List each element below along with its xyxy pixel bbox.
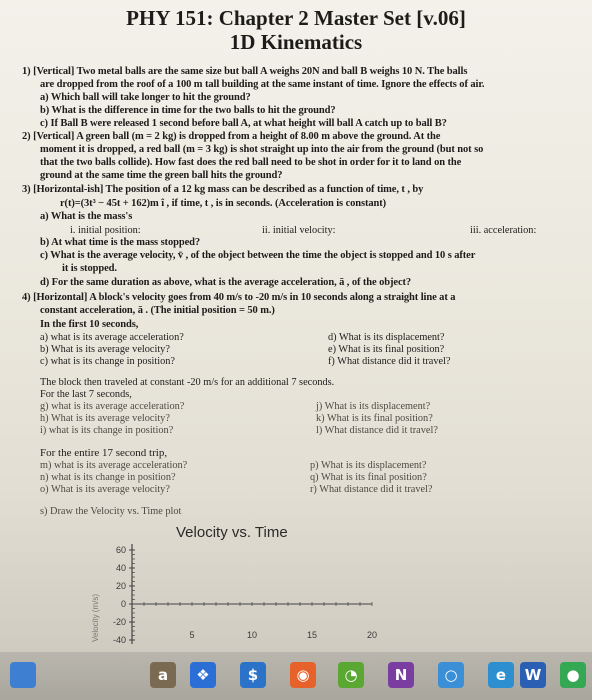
q4-part-d: d) What is its displacement? — [328, 332, 445, 343]
q3-part-a-ii: ii. initial velocity: — [262, 225, 336, 236]
chart-title: Velocity vs. Time — [176, 524, 288, 541]
q3-line1: 3) [Horizontal-ish] The position of a 12 kg mass can be described as a function of time, t , by — [22, 184, 424, 195]
q4-part-f: f) What distance did it travel? — [328, 356, 451, 367]
edge-icon[interactable]: e — [488, 662, 514, 688]
dollar-icon[interactable]: $ — [240, 662, 266, 688]
q1-part-c: c) If Ball B were released 1 second before ball A, at what height will ball A catch up to ball B? — [40, 118, 447, 129]
taskbar — [0, 652, 592, 700]
onenote-icon[interactable]: N — [388, 662, 414, 688]
x-tick-label: 10 — [246, 630, 258, 640]
dropbox-icon[interactable]: ❖ — [190, 662, 216, 688]
q4-part-h: h) What is its average velocity? — [40, 413, 170, 424]
word-a-icon[interactable]: a — [150, 662, 176, 688]
page-title: PHY 151: Chapter 2 Master Set [v.06] — [126, 6, 466, 30]
q4-part-b: b) What is its average velocity? — [40, 344, 170, 355]
x-tick-label: 20 — [366, 630, 378, 640]
q4-part-q: q) What is its final position? — [310, 472, 427, 483]
q4-entire-trip-heading: For the entire 17 second trip, — [40, 447, 168, 459]
q1-stem-line2: are dropped from the roof of a 100 m tall building at the same instant of time. Ignore the effects of air. — [40, 79, 485, 90]
q4-part-m: m) what is its average acceleration? — [40, 460, 188, 471]
y-tick-label: 20 — [115, 581, 126, 591]
q2-line4: ground at the same time the green ball hits the ground? — [40, 170, 283, 181]
q4-part-l: l) What distance did it travel? — [316, 425, 438, 436]
q3-part-b: b) At what time is the mass stopped? — [40, 237, 201, 248]
y-tick-label: 0 — [120, 599, 126, 609]
q1-part-a: a) Which ball will take longer to hit the ground? — [40, 92, 251, 103]
q4-part-o: o) What is its average velocity? — [40, 484, 170, 495]
orange-app-icon[interactable]: ◉ — [290, 662, 316, 688]
q3-part-c-line1: c) What is the average velocity, v̄ , of the object between the time the object is stopped and 10 s after — [40, 250, 476, 261]
q3-position-equation: r(t)=(3t³ − 45t + 162)m î , if time, t , is in seconds. (Acceleration is constant) — [60, 198, 387, 209]
q4-part-p: p) What is its displacement? — [310, 460, 427, 471]
q4-part-k: k) What is its final position? — [316, 413, 433, 424]
page-subtitle: 1D Kinematics — [229, 30, 363, 54]
q4-line2: constant acceleration, ā . (The initial position = 50 m.) — [40, 305, 275, 316]
q1-stem-line1: 1) [Vertical] Two metal balls are the same size but ball A weighs 20N and ball B weighs 10 N. The balls — [22, 66, 468, 77]
q3-part-a-iii: iii. acceleration: — [470, 225, 537, 236]
q4-part-s: s) Draw the Velocity vs. Time plot — [40, 506, 182, 517]
q3-part-a-i: i. initial position: — [70, 225, 141, 236]
finder-icon[interactable] — [10, 662, 36, 688]
q4-part-j: j) What is its displacement? — [316, 401, 431, 412]
chart-app-icon[interactable]: ◔ — [338, 662, 364, 688]
browser-icon[interactable]: ○ — [438, 662, 464, 688]
q3-part-a: a) What is the mass's — [40, 211, 133, 222]
x-tick-label: 15 — [306, 630, 318, 640]
velocity-time-chart — [0, 522, 592, 652]
x-tick-label: 5 — [189, 630, 195, 640]
q4-line1: 4) [Horizontal] A block's velocity goes from 40 m/s to -20 m/s in 10 seconds along a straight line at a — [22, 292, 456, 303]
q4-last-7s-heading: For the last 7 seconds, — [40, 389, 132, 400]
y-tick-label: -20 — [112, 617, 126, 627]
q4-constant-velocity-text: The block then traveled at constant -20 m/s for an additional 7 seconds. — [40, 377, 335, 388]
q2-line2: moment it is dropped, a red ball (m = 3 kg) is shot straight up into the air from the ground (but not so — [40, 144, 484, 155]
q3-part-d: d) For the same duration as above, what is the average acceleration, ā , of the object? — [40, 277, 412, 288]
y-tick-label: 40 — [115, 563, 126, 573]
y-tick-label: -40 — [112, 635, 126, 645]
q4-part-n: n) what is its change in position? — [40, 472, 176, 483]
q4-part-e: e) What is its final position? — [328, 344, 445, 355]
q2-line1: 2) [Vertical] A green ball (m = 2 kg) is dropped from a height of 8.00 m above the ground. At the — [22, 131, 441, 142]
q4-part-c: c) what is its change in position? — [40, 356, 175, 367]
q4-part-i: i) what is its change in position? — [40, 425, 174, 436]
chrome-icon[interactable]: ● — [560, 662, 586, 688]
q4-part-a: a) what is its average acceleration? — [40, 332, 184, 343]
q3-part-c-line2: it is stopped. — [62, 263, 117, 274]
q2-line3: that the two balls collide). How fast does the red ball need to be shot in order for it to land on the — [40, 157, 462, 168]
q4-part-r: r) What distance did it travel? — [310, 484, 433, 495]
q1-part-b: b) What is the difference in time for the two balls to hit the ground? — [40, 105, 336, 116]
y-axis-label: Velocity (m/s) — [91, 593, 100, 643]
q4-part-g: g) what is its average acceleration? — [40, 401, 185, 412]
y-tick-label: 60 — [115, 545, 126, 555]
q4-first-10s-heading: In the first 10 seconds, — [40, 319, 139, 330]
word-icon[interactable]: W — [520, 662, 546, 688]
